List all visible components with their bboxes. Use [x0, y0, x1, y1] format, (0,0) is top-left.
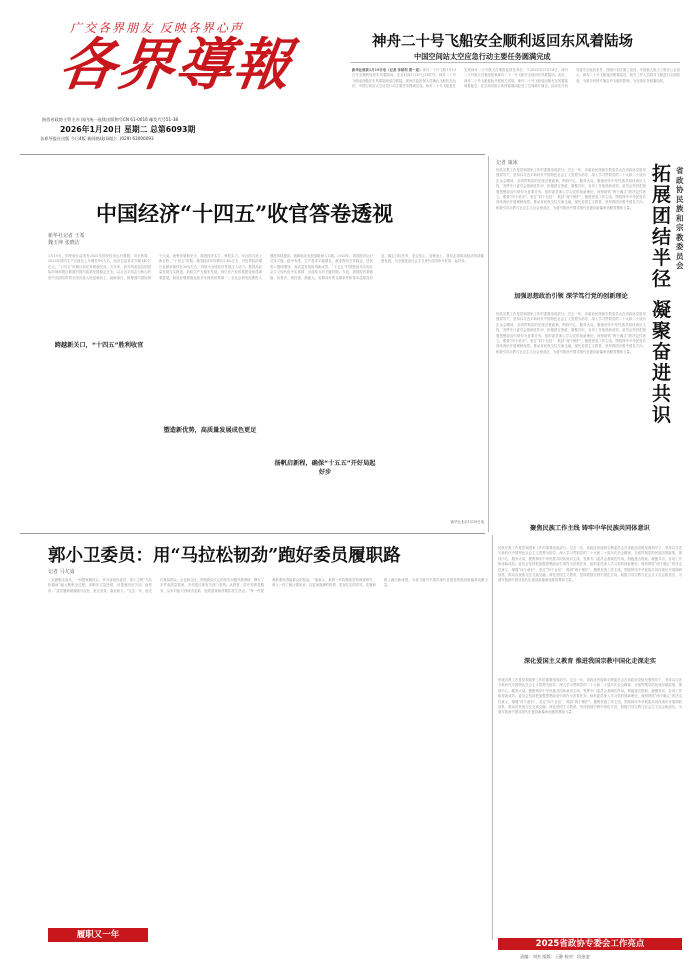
main-story-headline: 中国经济“十四五”收官答卷透视	[96, 201, 394, 226]
side-title-char: 进	[652, 362, 672, 384]
masthead-slogan: 广交各界朋友 反映各界心声	[70, 21, 244, 35]
main-story-subhead-3: 扬帆启新程，确保“十五五”开好局起好步	[274, 460, 376, 476]
main-story-subhead-2: 塑造新优势，高质量发展成色更足	[163, 427, 257, 434]
bottom-story-byline: 记者 马尤嵩	[48, 569, 75, 575]
side-title-char: 共	[652, 383, 672, 405]
side-title-char: 径	[652, 268, 672, 290]
masthead-issue-info: 陕西省政协主管主办 国内统一连续出版物号CN 61-0016 邮发代号51-38	[42, 117, 179, 122]
main-story-footer: 新华社北京1月19日电	[450, 520, 484, 524]
side-title-char: 奋	[652, 341, 672, 363]
side-story-subhead-3: 深化爱国主义教育 推进我国宗教中国化走深走实	[523, 658, 657, 665]
top-story-headline: 神舟二十号飞船安全顺利返回东风着陆场	[372, 33, 633, 50]
side-title-char: 凝	[652, 299, 672, 321]
side-title-char: 半	[652, 247, 672, 269]
side-story-body-end: 民族宗教工作是党和国家工作的重要组成部分。过去一年，省政协民族和宗教委员会在省政协党组坚强领导下，坚持以习近平新时代中国特色社会主义思想为指导，深入学习贯彻党的二十大和二十届历次全会精神，全面贯彻党的民族宗教政策，围绕中心、服务大局，聚焦铸牢中华民族共同体意识主线，发挥专门委员会基础性作用，积极建言资政、凝聚共识，各项工作取得新成效。委员会坚持把加强思想政治引领作为首要任务，组织委员深入学习党的创新理论，深刻领悟“两个确立”的决定性意义，增强“四个意识”、坚定“四个自信”、做到“两个维护”。聚焦民族工作主线，围绕铸牢中华民族共同体意识开展调研视察，推动各民族交往交流交融。深化爱国主义教育，坚持我国宗教中国化方向，积极引导宗教与社会主义社会相适应，为谱写陕西中国式现代化建设新篇章贡献智慧和力量。	[498, 678, 682, 715]
masthead-logo: 各界導報	[55, 32, 297, 98]
side-story-subhead-2: 聚焦民族工作主线 铸牢中华民族共同体意识	[530, 525, 650, 532]
side-title-char: 拓	[652, 163, 672, 185]
main-story-body: 1月19日，国家统计局发布2025年国民经济运行数据。初步核算，2025年国内生产总值比上年增长5%左右，经济总量首次突破140万亿元，“十四五”时期目标任务圆满完成。五年来，面对风高浪急的国际环境和艰巨繁重的国内改革发展稳定任务，以习近平同志为核心的党中央团结带领全国各族人民迎难而上，砥砺前行，统筹国内国际两个大局，统筹发展和安全，我国经济实力、科技实力、综合国力跃上新台阶。“十四五”时期，我国经济年均增长5.4%左右，对世界经济增长贡献率保持在30%左右，持续为全球经济发展注入动力。我国高质量发展扎实推进，新质生产力稳步发展，现代化产业体系建设取得重要进展，制造业增加值连续多年保持世界第一，全社会研发经费投入强度持续提高，创新驱动发展战略深入实施。2025年，我国经济运行总体平稳、稳中有进，生产需求平稳增长，就业物价总体稳定，居民收入继续增加，高质量发展取得新成效。“十五五”时期是基本实现社会主义现代化夯实基础、全面发力的关键时期。当前，我国经济基础稳、优势多、韧性强、潜能大，长期向好的支撑条件和基本趋势没有变。锚定目标任务，坚定信心、迎难而上，我们必将推动经济持续健康发展，为全面建设社会主义现代化国家开好局、起好步。	[48, 254, 484, 280]
bottom-story-headline: 郭小卫委员：用“马拉松韧劲”跑好委员履职路	[48, 546, 401, 566]
side-story-title	[652, 164, 674, 426]
masthead-date: 2026年1月20日 星期二 总第6093期	[60, 125, 196, 134]
side-story-body-mid: 民族宗教工作是党和国家工作的重要组成部分。过去一年，省政协民族和宗教委员会在省政协党组坚强领导下，坚持以习近平新时代中国特色社会主义思想为指导，深入学习贯彻党的二十大和二十届历次全会精神，全面贯彻党的民族宗教政策，围绕中心、服务大局，聚焦铸牢中华民族共同体意识主线，发挥专门委员会基础性作用，积极建言资政、凝聚共识，各项工作取得新成效。委员会坚持把加强思想政治引领作为首要任务，组织委员深入学习党的创新理论，深刻领悟“两个确立”的决定性意义，增强“四个意识”、坚定“四个自信”、做到“两个维护”。聚焦民族工作主线，围绕铸牢中华民族共同体意识开展调研视察，推动各民族交往交流交融。深化爱国主义教育，坚持我国宗教中国化方向，积极引导宗教与社会主义社会相适应，为谱写陕西中国式现代化建设新篇章贡献智慧和力量。	[496, 312, 646, 354]
side-title-char: 展	[652, 184, 672, 206]
bottom-story-body: 一双跑鞋走南北，一份提案暖民心。作为省政协委员，郭小卫把“马拉松精神”融入履职全过程，用脚步丈量民情，用提案回应关切。他常说：“委员履职就像跑马拉松，贵在坚持，重在耐力。”过去一年，他走访基层群众、企业和社区，围绕群众关心的民生问题开展调研，撰写了多件高质量提案，多项建议被有关部门采纳。从教育、医疗到养老服务，从乡村振兴到城市更新，他的提案始终紧扣民生热点。“每一件提案都要经得起群众的检验。”他表示，新的一年将继续坚持调查研究，深入一线了解社情民意，以更加饱满的热情、更加扎实的作风，在履职路上跑出新成绩，为奋力谱写中国式现代化建设的陕西新篇章贡献力量。	[48, 578, 488, 593]
page-credits: 责编：刘杰 组版：王静 校对：段金凌	[520, 954, 590, 959]
section-banner-text: 2025省政协专委会工作亮点	[535, 939, 645, 949]
side-title-char: 结	[652, 226, 672, 248]
masthead-website: 各界导报社出版 今日4版 新闻热线(网址)：(029) 63000093	[40, 136, 154, 141]
side-title-char: 识	[652, 404, 672, 426]
bottom-story-footer-text: 履职又一年	[76, 930, 120, 940]
side-story-vertical-title: 省政协民族和宗教委员会	[676, 166, 684, 270]
main-story-subhead-1: 跨越新关口，“十四五”胜利收官	[54, 342, 144, 349]
side-story-body-bottom: 民族宗教工作是党和国家工作的重要组成部分。过去一年，省政协民族和宗教委员会在省政协党组坚强领导下，坚持以习近平新时代中国特色社会主义思想为指导，深入学习贯彻党的二十大和二十届历次全会精神，全面贯彻党的民族宗教政策，围绕中心、服务大局，聚焦铸牢中华民族共同体意识主线，发挥专门委员会基础性作用，积极建言资政、凝聚共识，各项工作取得新成效。委员会坚持把加强思想政治引领作为首要任务，组织委员深入学习党的创新理论，深刻领悟“两个确立”的决定性意义，增强“四个意识”、坚定“四个自信”、做到“两个维护”。聚焦民族工作主线，围绕铸牢中华民族共同体意识开展调研视察，推动各民族交往交流交融。深化爱国主义教育，坚持我国宗教中国化方向，积极引导宗教与社会主义社会相适应，为谱写陕西中国式现代化建设新篇章贡献智慧和力量。	[498, 546, 682, 583]
main-story-byline: 新华社记者 王希 魏玉坤 张晓洁	[48, 233, 85, 246]
side-title-char: 团	[652, 205, 672, 227]
side-story-subhead-1: 加强思想政治引领 深学笃行党的创新理论	[514, 293, 628, 300]
side-title-char: 聚	[652, 320, 672, 342]
top-story-subhead: 中国空间站太空应急行动主要任务圆满完成	[414, 52, 551, 61]
side-story-body-top: 民族宗教工作是党和国家工作的重要组成部分。过去一年，省政协民族和宗教委员会在省政协党组坚强领导下，坚持以习近平新时代中国特色社会主义思想为指导，深入学习贯彻党的二十大和二十届历次全会精神，全面贯彻党的民族宗教政策，围绕中心、服务大局，聚焦铸牢中华民族共同体意识主线，发挥专门委员会基础性作用，积极建言资政、凝聚共识，各项工作取得新成效。委员会坚持把加强思想政治引领作为首要任务，组织委员深入学习党的创新理论，深刻领悟“两个确立”的决定性意义，增强“四个意识”、坚定“四个自信”、做到“两个维护”。聚焦民族工作主线，围绕铸牢中华民族共同体意识开展调研视察，推动各民族交往交流交融。深化爱国主义教育，坚持我国宗教中国化方向，积极引导宗教与社会主义社会相适应，为谱写陕西中国式现代化建设新篇章贡献智慧和力量。	[496, 168, 646, 210]
top-story-body: 新华社酒泉1月19日电（记者 李国利 黄一宸）神舟二十号飞船1月19日安全顺利返回东风着陆场。北京时间1月19日11时许，神舟二十号飞船返回舱在东风着陆场成功着陆，现场医监医保人员确认飞船状态良好，中国空间站太空应急行动主要任务圆满完成。神舟二十号飞船是在完成神舟二十号航天员乘组返回任务后，于2025年11月14日，神舟二十号航天员乘组搭乘神舟二十一号飞船安全返回东风着陆场。此后，神舟二十号飞船留轨开展相关试验。神舟二十号飞船返回舱在东风着陆场着陆后，在空间站组合体停靠期间经受了空间碎片撞击，经评估分析具备安全返回条件，按照计划实施了返回。中国载人航天工程办公室表示，神舟二十号飞船返回舱着陆后，相关工作人员将对飞船进行全面检查，全面分析碎片撞击对飞船的影响，为后续任务积累经验。	[352, 68, 680, 89]
side-story-byline: 记者 康冰	[496, 160, 518, 166]
